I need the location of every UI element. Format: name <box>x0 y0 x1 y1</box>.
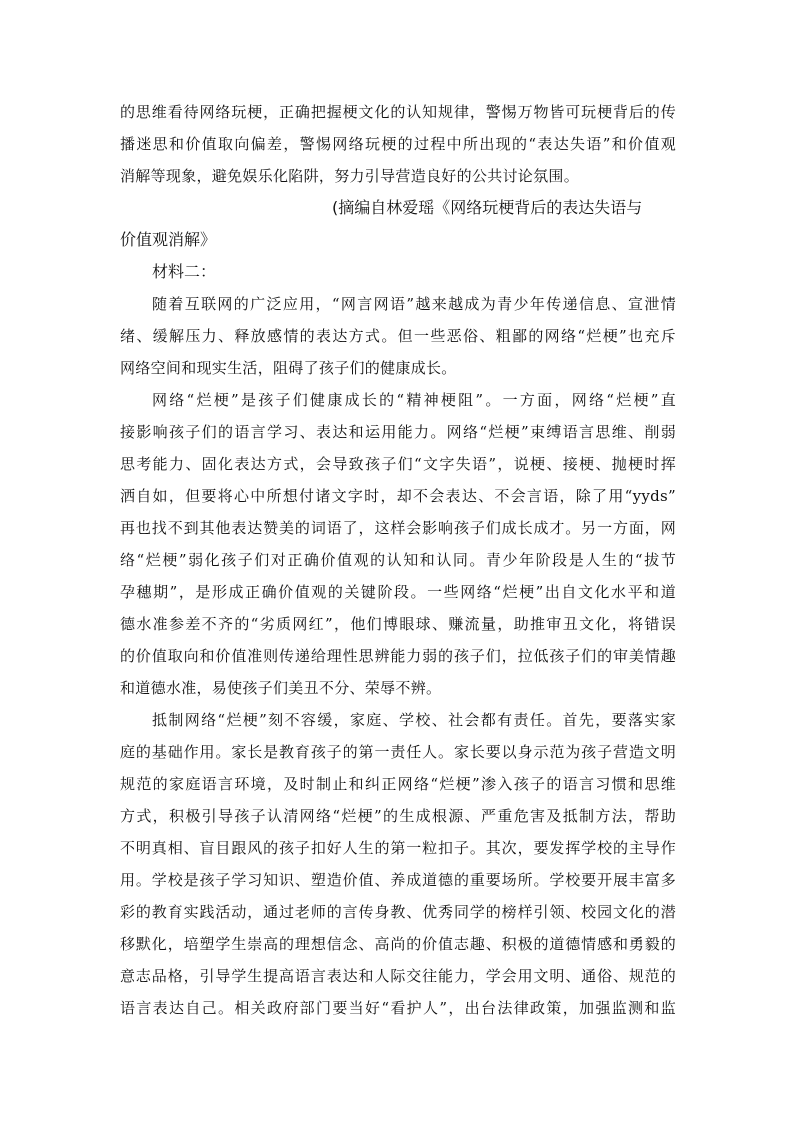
source-citation-cont: 价值观消解》 <box>120 230 217 249</box>
text-line: 播迷思和价值取向偏差，警惕网络玩梗的过程中所出现的“表达失语”和价值观 <box>120 135 676 153</box>
text-line: 再也找不到其他表达赞美的词语了，这样会影响孩子们成长成才。另一方面，网 <box>120 519 676 537</box>
text-line: 绪、缓解压力、释放感情的表达方式。但一些恶俗、粗鄙的网络“烂梗”也充斥 <box>120 327 676 345</box>
text-line: 用。学校是孩子学习知识、塑造价值、养成道德的重要场所。学校要开展丰富多 <box>120 871 676 889</box>
text-line: 抵制网络“烂梗”刻不容缓，家庭、学校、社会都有责任。首先，要落实家 <box>152 711 676 729</box>
text-line: 庭的基础作用。家长是教育孩子的第一责任人。家长要以身示范为孩子营造文明 <box>120 743 676 761</box>
text-line: 网络“烂梗”是孩子们健康成长的“精神梗阻”。一方面，网络“烂梗”直 <box>152 391 676 409</box>
text-line: 的思维看待网络玩梗，正确把握梗文化的认知规律，警惕万物皆可玩梗背后的传 <box>120 103 676 121</box>
text-line: 络“烂梗”弱化孩子们对正确价值观的认知和认同。青少年阶段是人生的“拔节 <box>120 551 676 569</box>
text-line: 彩的教育实践活动，通过老师的言传身教、优秀同学的榜样引领、校园文化的潜 <box>120 903 676 921</box>
text-line: 洒自如，但要将心中所想付诸文字时，却不会表达、不会言语，除了用“yyds” <box>120 487 676 505</box>
text-line: 接影响孩子们的语言学习、表达和运用能力。网络“烂梗”束缚语言思维、削弱 <box>120 423 676 441</box>
text-line: 的价值取向和价值准则传递给理性思辨能力弱的孩子们，拉低孩子们的审美情趣 <box>120 647 676 665</box>
text-line: 德水准参差不齐的“劣质网红”，他们博眼球、赚流量，助推审丑文化，将错误 <box>120 615 676 633</box>
text-line: 随着互联网的广泛应用，“网言网语”越来越成为青少年传递信息、宣泄情 <box>152 295 676 313</box>
text-line: 孕穗期”，是形成正确价值观的关键阶段。一些网络“烂梗”出自文化水平和道 <box>120 583 676 601</box>
text-line: 思考能力、固化表达方式，会导致孩子们“文字失语”，说梗、接梗、抛梗时挥 <box>120 455 676 473</box>
text-line: 不明真相、盲目跟风的孩子扣好人生的第一粒扣子。其次，要发挥学校的主导作 <box>120 839 676 857</box>
text-line: 和道德水准，易使孩子们美丑不分、荣辱不辨。 <box>120 679 442 697</box>
text-line: 消解等现象，避免娱乐化陷阱，努力引导营造良好的公共讨论氛围。 <box>120 167 580 185</box>
text-line: 意志品格，引导学生提高语言表达和人际交往能力，学会用文明、通俗、规范的 <box>120 967 676 985</box>
source-citation: (摘编自林爱瑶《网络玩梗背后的表达失语与 <box>332 198 643 217</box>
text-line: 语言表达自己。相关政府部门要当好“看护人”，出台法律政策，加强监测和监 <box>120 999 676 1017</box>
text-line: 规范的家庭语言环境，及时制止和纠正网络“烂梗”渗入孩子的语言习惯和思维 <box>120 775 676 793</box>
text-line: 网络空间和现实生活，阻碍了孩子们的健康成长。 <box>120 359 457 377</box>
text-line: 方式，积极引导孩子认清网络“烂梗”的生成根源、严重危害及抵制方法，帮助 <box>120 807 676 825</box>
text-line: 移默化，培塑学生崇高的理想信念、高尚的价值志趣、积极的道德情感和勇毅的 <box>120 935 676 953</box>
section-heading: 材料二： <box>152 262 217 281</box>
